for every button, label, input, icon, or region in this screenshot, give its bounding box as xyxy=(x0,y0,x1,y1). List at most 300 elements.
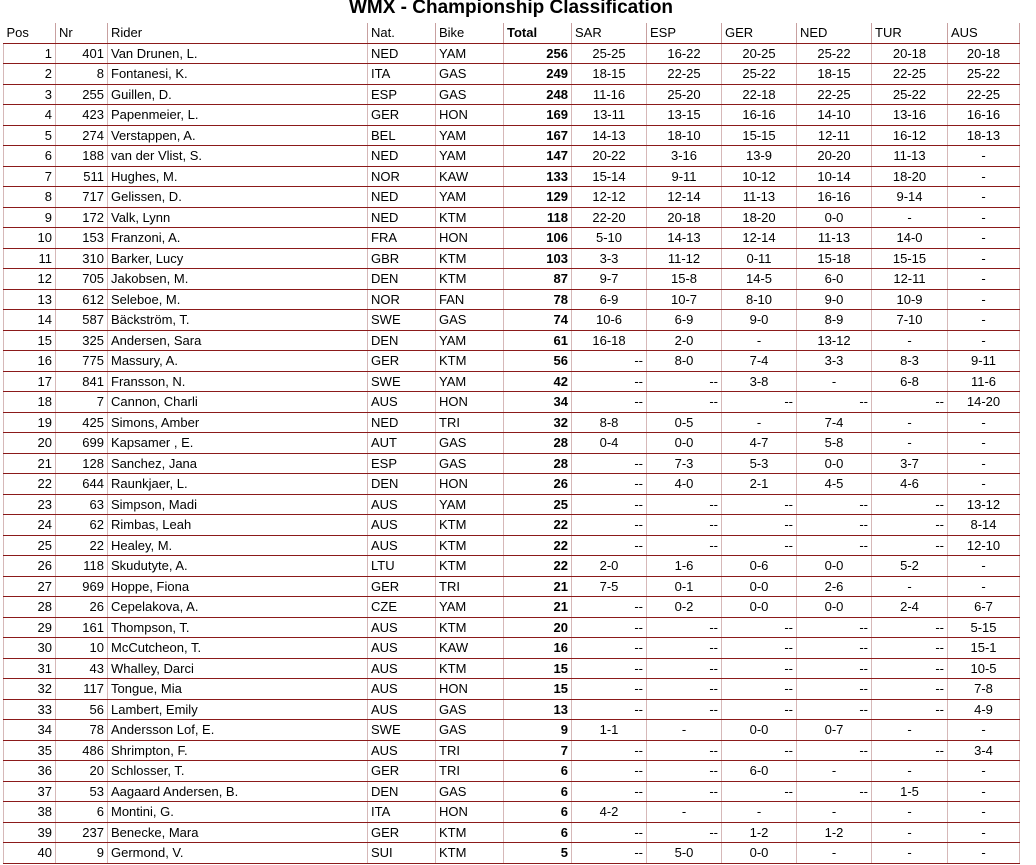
bike-cell: KTM xyxy=(436,207,504,228)
number-cell: 255 xyxy=(56,84,108,105)
nationality-cell: SWE xyxy=(368,720,436,741)
result-cell: 13-12 xyxy=(948,494,1020,515)
number-cell: 26 xyxy=(56,597,108,618)
result-cell: 20-25 xyxy=(722,43,797,64)
position-cell: 21 xyxy=(4,453,56,474)
result-cell: 0-11 xyxy=(722,248,797,269)
position-cell: 34 xyxy=(4,720,56,741)
result-cell: 9-11 xyxy=(647,166,722,187)
result-cell: 5-2 xyxy=(872,556,948,577)
number-cell: 274 xyxy=(56,125,108,146)
bike-cell: HON xyxy=(436,802,504,823)
table-row xyxy=(4,699,1020,720)
result-cell: -- xyxy=(572,392,647,413)
result-cell: 10-12 xyxy=(722,166,797,187)
nationality-cell: AUS xyxy=(368,535,436,556)
position-cell: 37 xyxy=(4,781,56,802)
result-cell: 16-16 xyxy=(797,187,872,208)
number-cell: 9 xyxy=(56,843,108,864)
result-cell: -- xyxy=(647,494,722,515)
total-points-cell: 25 xyxy=(504,494,572,515)
number-cell: 705 xyxy=(56,269,108,290)
result-cell: 9-7 xyxy=(572,269,647,290)
result-cell: -- xyxy=(872,494,948,515)
result-cell: 4-7 xyxy=(722,433,797,454)
result-cell: - xyxy=(948,269,1020,290)
rider-name-cell: Schlosser, T. xyxy=(108,761,368,782)
bike-cell: GAS xyxy=(436,720,504,741)
result-cell: 12-14 xyxy=(722,228,797,249)
result-cell: -- xyxy=(647,617,722,638)
total-points-cell: 22 xyxy=(504,556,572,577)
result-cell: 14-10 xyxy=(797,105,872,126)
result-cell: 10-9 xyxy=(872,289,948,310)
bike-cell: YAM xyxy=(436,597,504,618)
result-cell: -- xyxy=(572,699,647,720)
result-cell: - xyxy=(948,228,1020,249)
number-cell: 717 xyxy=(56,187,108,208)
total-points-cell: 106 xyxy=(504,228,572,249)
result-cell: 4-2 xyxy=(572,802,647,823)
result-cell: 12-11 xyxy=(872,269,948,290)
bike-cell: KTM xyxy=(436,617,504,638)
result-cell: 0-0 xyxy=(647,433,722,454)
result-cell: -- xyxy=(797,781,872,802)
position-cell: 19 xyxy=(4,412,56,433)
result-cell: -- xyxy=(572,371,647,392)
result-cell: - xyxy=(948,822,1020,843)
table-row xyxy=(4,392,1020,413)
result-cell: 11-6 xyxy=(948,371,1020,392)
result-cell: 9-11 xyxy=(948,351,1020,372)
bike-cell: YAM xyxy=(436,371,504,392)
column-header-ger: GER xyxy=(722,23,797,43)
number-cell: 775 xyxy=(56,351,108,372)
result-cell: 0-0 xyxy=(722,720,797,741)
result-cell: - xyxy=(872,843,948,864)
bike-cell: GAS xyxy=(436,433,504,454)
bike-cell: HON xyxy=(436,392,504,413)
result-cell: - xyxy=(797,761,872,782)
total-points-cell: 21 xyxy=(504,597,572,618)
position-cell: 12 xyxy=(4,269,56,290)
bike-cell: GAS xyxy=(436,453,504,474)
rider-name-cell: Hughes, M. xyxy=(108,166,368,187)
total-points-cell: 6 xyxy=(504,761,572,782)
result-cell: 15-14 xyxy=(572,166,647,187)
result-cell: -- xyxy=(797,658,872,679)
rider-name-cell: van der Vlist, S. xyxy=(108,146,368,167)
result-cell: 25-22 xyxy=(948,64,1020,85)
result-cell: 3-4 xyxy=(948,740,1020,761)
result-cell: - xyxy=(647,720,722,741)
result-cell: 7-10 xyxy=(872,310,948,331)
result-cell: -- xyxy=(872,515,948,536)
position-cell: 18 xyxy=(4,392,56,413)
bike-cell: TRI xyxy=(436,412,504,433)
rider-name-cell: Massury, A. xyxy=(108,351,368,372)
result-cell: - xyxy=(948,166,1020,187)
result-cell: 1-2 xyxy=(797,822,872,843)
bike-cell: KTM xyxy=(436,658,504,679)
bike-cell: GAS xyxy=(436,699,504,720)
column-header-nr: Nr xyxy=(56,23,108,43)
result-cell: 2-0 xyxy=(572,556,647,577)
rider-name-cell: Whalley, Darci xyxy=(108,658,368,679)
nationality-cell: NED xyxy=(368,146,436,167)
total-points-cell: 22 xyxy=(504,515,572,536)
column-header-pos: Pos xyxy=(4,23,56,43)
result-cell: - xyxy=(948,781,1020,802)
number-cell: 841 xyxy=(56,371,108,392)
nationality-cell: LTU xyxy=(368,556,436,577)
table-row xyxy=(4,187,1020,208)
result-cell: -- xyxy=(722,535,797,556)
number-cell: 587 xyxy=(56,310,108,331)
result-cell: -- xyxy=(872,638,948,659)
result-cell: 5-15 xyxy=(948,617,1020,638)
table-row xyxy=(4,597,1020,618)
result-cell: 11-13 xyxy=(722,187,797,208)
result-cell: 2-4 xyxy=(872,597,948,618)
result-cell: 1-1 xyxy=(572,720,647,741)
position-cell: 30 xyxy=(4,638,56,659)
rider-name-cell: Verstappen, A. xyxy=(108,125,368,146)
table-row xyxy=(4,822,1020,843)
number-cell: 7 xyxy=(56,392,108,413)
result-cell: 20-22 xyxy=(572,146,647,167)
number-cell: 325 xyxy=(56,330,108,351)
position-cell: 14 xyxy=(4,310,56,331)
bike-cell: KTM xyxy=(436,248,504,269)
total-points-cell: 15 xyxy=(504,679,572,700)
result-cell: - xyxy=(722,802,797,823)
result-cell: -- xyxy=(572,843,647,864)
number-cell: 161 xyxy=(56,617,108,638)
result-cell: -- xyxy=(797,617,872,638)
rider-name-cell: Jakobsen, M. xyxy=(108,269,368,290)
position-cell: 26 xyxy=(4,556,56,577)
number-cell: 612 xyxy=(56,289,108,310)
bike-cell: YAM xyxy=(436,330,504,351)
position-cell: 32 xyxy=(4,679,56,700)
position-cell: 3 xyxy=(4,84,56,105)
result-cell: -- xyxy=(572,781,647,802)
position-cell: 9 xyxy=(4,207,56,228)
result-cell: 12-11 xyxy=(797,125,872,146)
result-cell: 13-12 xyxy=(797,330,872,351)
result-cell: 12-14 xyxy=(647,187,722,208)
page-title: WMX - Championship Classification xyxy=(348,0,674,18)
number-cell: 237 xyxy=(56,822,108,843)
result-cell: 14-13 xyxy=(647,228,722,249)
result-cell: 20-18 xyxy=(647,207,722,228)
total-points-cell: 28 xyxy=(504,433,572,454)
result-cell: 8-8 xyxy=(572,412,647,433)
total-points-cell: 61 xyxy=(504,330,572,351)
position-cell: 5 xyxy=(4,125,56,146)
result-cell: 5-0 xyxy=(647,843,722,864)
result-cell: - xyxy=(872,330,948,351)
number-cell: 53 xyxy=(56,781,108,802)
table-body xyxy=(4,43,1020,863)
table-row xyxy=(4,638,1020,659)
total-points-cell: 20 xyxy=(504,617,572,638)
number-cell: 969 xyxy=(56,576,108,597)
position-cell: 40 xyxy=(4,843,56,864)
result-cell: 2-1 xyxy=(722,474,797,495)
result-cell: 6-0 xyxy=(797,269,872,290)
total-points-cell: 21 xyxy=(504,576,572,597)
result-cell: 22-20 xyxy=(572,207,647,228)
result-cell: 3-3 xyxy=(572,248,647,269)
bike-cell: KTM xyxy=(436,843,504,864)
result-cell: -- xyxy=(572,638,647,659)
result-cell: 2-0 xyxy=(647,330,722,351)
position-cell: 16 xyxy=(4,351,56,372)
number-cell: 20 xyxy=(56,761,108,782)
result-cell: 16-16 xyxy=(722,105,797,126)
result-cell: - xyxy=(647,802,722,823)
table-row xyxy=(4,228,1020,249)
result-cell: 10-7 xyxy=(647,289,722,310)
total-points-cell: 5 xyxy=(504,843,572,864)
rider-name-cell: Thompson, T. xyxy=(108,617,368,638)
table-row xyxy=(4,433,1020,454)
result-cell: -- xyxy=(872,658,948,679)
table-row xyxy=(4,781,1020,802)
position-cell: 28 xyxy=(4,597,56,618)
bike-cell: HON xyxy=(436,679,504,700)
total-points-cell: 118 xyxy=(504,207,572,228)
bike-cell: KAW xyxy=(436,638,504,659)
result-cell: - xyxy=(948,802,1020,823)
table-row xyxy=(4,494,1020,515)
table-row xyxy=(4,576,1020,597)
result-cell: 15-1 xyxy=(948,638,1020,659)
result-cell: 0-0 xyxy=(722,597,797,618)
result-cell: 4-5 xyxy=(797,474,872,495)
result-cell: 10-14 xyxy=(797,166,872,187)
nationality-cell: AUS xyxy=(368,699,436,720)
result-cell: 3-16 xyxy=(647,146,722,167)
bike-cell: KAW xyxy=(436,166,504,187)
result-cell: - xyxy=(948,289,1020,310)
result-cell: - xyxy=(948,556,1020,577)
bike-cell: KTM xyxy=(436,822,504,843)
nationality-cell: NED xyxy=(368,43,436,64)
result-cell: -- xyxy=(647,699,722,720)
result-cell: -- xyxy=(872,699,948,720)
table-row xyxy=(4,351,1020,372)
rider-name-cell: Hoppe, Fiona xyxy=(108,576,368,597)
result-cell: 25-25 xyxy=(572,43,647,64)
position-cell: 15 xyxy=(4,330,56,351)
nationality-cell: ITA xyxy=(368,64,436,85)
rider-name-cell: Andersen, Sara xyxy=(108,330,368,351)
position-cell: 33 xyxy=(4,699,56,720)
result-cell: 7-3 xyxy=(647,453,722,474)
total-points-cell: 167 xyxy=(504,125,572,146)
rider-name-cell: Papenmeier, L. xyxy=(108,105,368,126)
result-cell: -- xyxy=(797,494,872,515)
result-cell: 0-6 xyxy=(722,556,797,577)
result-cell: 0-0 xyxy=(797,556,872,577)
column-header-total: Total xyxy=(504,23,572,43)
rider-name-cell: Rimbas, Leah xyxy=(108,515,368,536)
result-cell: 22-25 xyxy=(647,64,722,85)
total-points-cell: 56 xyxy=(504,351,572,372)
number-cell: 78 xyxy=(56,720,108,741)
result-cell: 8-0 xyxy=(647,351,722,372)
result-cell: 8-10 xyxy=(722,289,797,310)
result-cell: - xyxy=(722,412,797,433)
bike-cell: TRI xyxy=(436,740,504,761)
total-points-cell: 249 xyxy=(504,64,572,85)
result-cell: 2-6 xyxy=(797,576,872,597)
table-row xyxy=(4,207,1020,228)
result-cell: 6-0 xyxy=(722,761,797,782)
position-cell: 6 xyxy=(4,146,56,167)
bike-cell: KTM xyxy=(436,269,504,290)
position-cell: 2 xyxy=(4,64,56,85)
bike-cell: YAM xyxy=(436,494,504,515)
table-row xyxy=(4,658,1020,679)
number-cell: 6 xyxy=(56,802,108,823)
result-cell: -- xyxy=(572,597,647,618)
total-points-cell: 15 xyxy=(504,658,572,679)
nationality-cell: BEL xyxy=(368,125,436,146)
rider-name-cell: Simpson, Madi xyxy=(108,494,368,515)
result-cell: - xyxy=(948,576,1020,597)
number-cell: 62 xyxy=(56,515,108,536)
nationality-cell: AUS xyxy=(368,638,436,659)
result-cell: -- xyxy=(722,515,797,536)
position-cell: 11 xyxy=(4,248,56,269)
result-cell: - xyxy=(948,453,1020,474)
result-cell: 8-14 xyxy=(948,515,1020,536)
result-cell: -- xyxy=(572,494,647,515)
nationality-cell: NED xyxy=(368,412,436,433)
result-cell: -- xyxy=(647,781,722,802)
nationality-cell: SWE xyxy=(368,310,436,331)
result-cell: - xyxy=(948,433,1020,454)
table-row xyxy=(4,761,1020,782)
position-cell: 27 xyxy=(4,576,56,597)
result-cell: 14-20 xyxy=(948,392,1020,413)
table-row xyxy=(4,679,1020,700)
table-row xyxy=(4,371,1020,392)
result-cell: - xyxy=(948,187,1020,208)
rider-name-cell: Shrimpton, F. xyxy=(108,740,368,761)
table-row xyxy=(4,310,1020,331)
bike-cell: GAS xyxy=(436,781,504,802)
rider-name-cell: Skudutyte, A. xyxy=(108,556,368,577)
result-cell: -- xyxy=(797,392,872,413)
result-cell: - xyxy=(872,433,948,454)
result-cell: - xyxy=(872,720,948,741)
result-cell: -- xyxy=(722,638,797,659)
nationality-cell: NOR xyxy=(368,166,436,187)
result-cell: -- xyxy=(647,822,722,843)
result-cell: - xyxy=(948,720,1020,741)
result-cell: - xyxy=(722,330,797,351)
position-cell: 35 xyxy=(4,740,56,761)
result-cell: 0-0 xyxy=(797,207,872,228)
table-row xyxy=(4,412,1020,433)
bike-cell: FAN xyxy=(436,289,504,310)
result-cell: -- xyxy=(572,740,647,761)
result-cell: 13-11 xyxy=(572,105,647,126)
total-points-cell: 34 xyxy=(504,392,572,413)
result-cell: -- xyxy=(572,515,647,536)
bike-cell: HON xyxy=(436,105,504,126)
table-row xyxy=(4,146,1020,167)
result-cell: 0-1 xyxy=(647,576,722,597)
position-cell: 24 xyxy=(4,515,56,536)
result-cell: -- xyxy=(647,658,722,679)
result-cell: 6-9 xyxy=(572,289,647,310)
result-cell: 3-7 xyxy=(872,453,948,474)
nationality-cell: DEN xyxy=(368,330,436,351)
result-cell: 16-16 xyxy=(948,105,1020,126)
total-points-cell: 87 xyxy=(504,269,572,290)
total-points-cell: 16 xyxy=(504,638,572,659)
result-cell: -- xyxy=(572,351,647,372)
rider-name-cell: Valk, Lynn xyxy=(108,207,368,228)
number-cell: 172 xyxy=(56,207,108,228)
bike-cell: GAS xyxy=(436,310,504,331)
result-cell: -- xyxy=(647,761,722,782)
table-row xyxy=(4,330,1020,351)
bike-cell: HON xyxy=(436,228,504,249)
result-cell: -- xyxy=(872,740,948,761)
nationality-cell: GBR xyxy=(368,248,436,269)
column-header-ned: NED xyxy=(797,23,872,43)
number-cell: 425 xyxy=(56,412,108,433)
number-cell: 511 xyxy=(56,166,108,187)
table-row xyxy=(4,64,1020,85)
number-cell: 43 xyxy=(56,658,108,679)
result-cell: -- xyxy=(572,822,647,843)
position-cell: 4 xyxy=(4,105,56,126)
result-cell: 0-4 xyxy=(572,433,647,454)
bike-cell: GAS xyxy=(436,84,504,105)
rider-name-cell: Raunkjaer, L. xyxy=(108,474,368,495)
result-cell: - xyxy=(948,146,1020,167)
result-cell: - xyxy=(948,330,1020,351)
total-points-cell: 32 xyxy=(504,412,572,433)
result-cell: 0-0 xyxy=(722,576,797,597)
bike-cell: KTM xyxy=(436,351,504,372)
bike-cell: YAM xyxy=(436,125,504,146)
table-row xyxy=(4,535,1020,556)
result-cell: 4-6 xyxy=(872,474,948,495)
bike-cell: GAS xyxy=(436,64,504,85)
result-cell: 3-8 xyxy=(722,371,797,392)
result-cell: 15-15 xyxy=(872,248,948,269)
column-header-sar: SAR xyxy=(572,23,647,43)
number-cell: 644 xyxy=(56,474,108,495)
table-row xyxy=(4,474,1020,495)
total-points-cell: 7 xyxy=(504,740,572,761)
table-row xyxy=(4,556,1020,577)
nationality-cell: AUS xyxy=(368,679,436,700)
result-cell: 0-2 xyxy=(647,597,722,618)
nationality-cell: AUS xyxy=(368,515,436,536)
bike-cell: KTM xyxy=(436,535,504,556)
result-cell: 7-5 xyxy=(572,576,647,597)
